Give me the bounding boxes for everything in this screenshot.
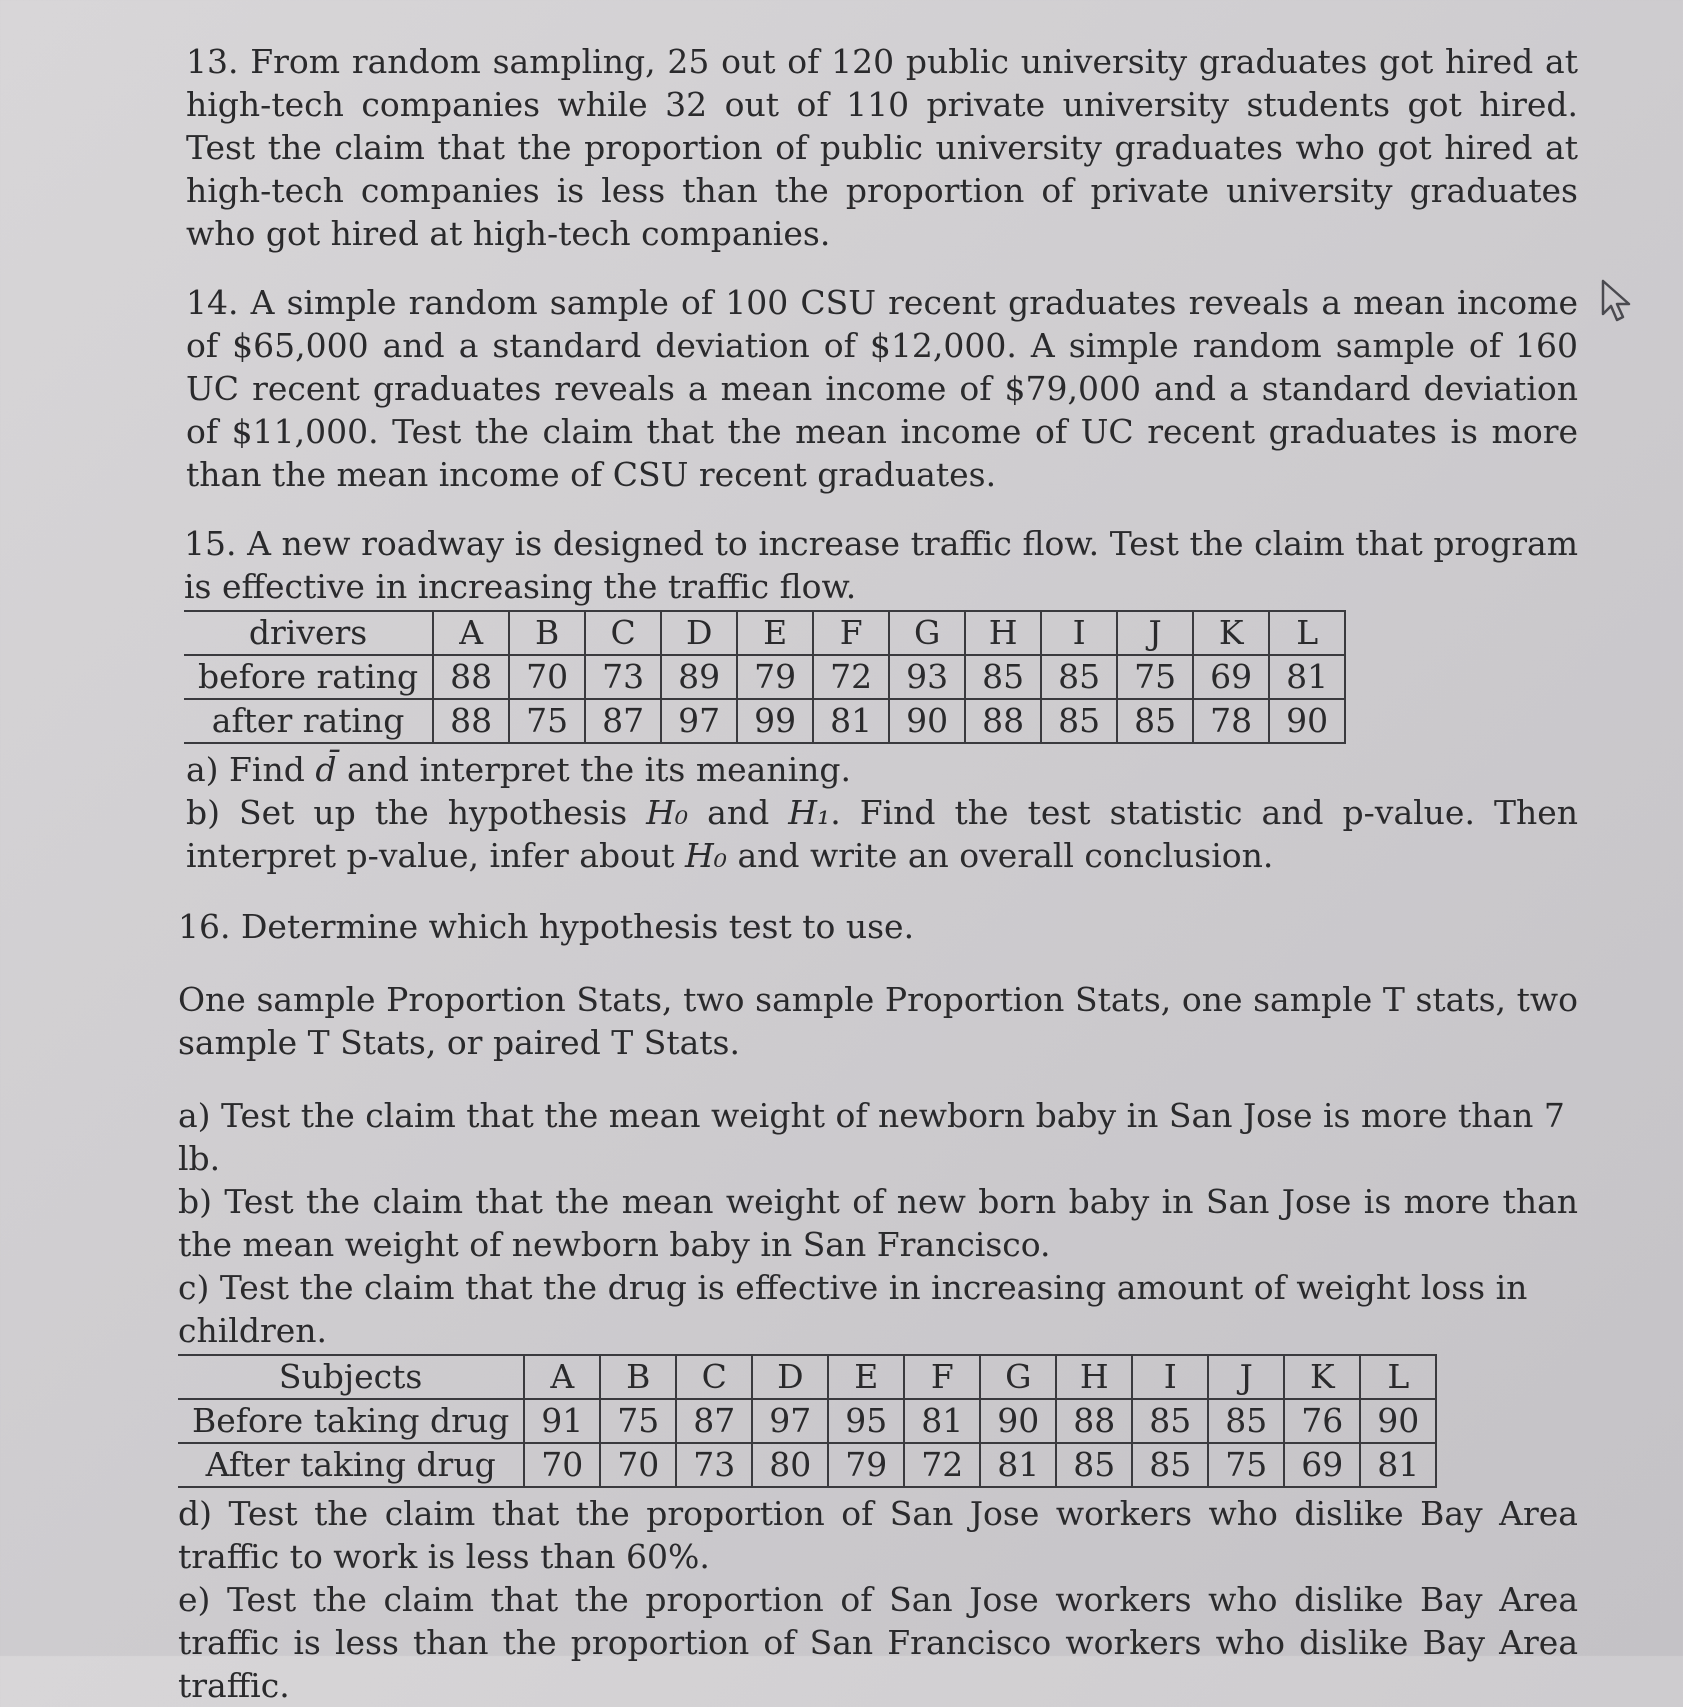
table-cell: 85 xyxy=(1208,1399,1284,1443)
h1-symbol: H₁ xyxy=(788,793,831,832)
table-cell: 90 xyxy=(889,699,965,743)
table-cell: A xyxy=(524,1355,600,1399)
problem-16-title: 16. Determine which hypothesis test to use. xyxy=(178,907,915,946)
table-cell: L xyxy=(1269,611,1345,655)
table-cell: 85 xyxy=(1056,1443,1132,1487)
table-cell: J xyxy=(1208,1355,1284,1399)
table-cell: C xyxy=(585,611,661,655)
part-a-prefix: a) Find xyxy=(186,750,316,789)
problem-16-parts xyxy=(178,1094,1578,1352)
h0-symbol-2: H₀ xyxy=(684,836,727,875)
table-cell: 70 xyxy=(600,1443,676,1487)
row-label-cell: before rating xyxy=(184,655,433,699)
table-cell: E xyxy=(737,611,813,655)
table-cell: 88 xyxy=(433,655,509,699)
problem-16-part-e: e) Test the claim that the proportion of San Jose workers who dislike Bay Area traffic is less than the proportion of San Francisco workers who dislike Bay Area traffic. xyxy=(178,1580,1578,1705)
d-bar-symbol: d̄ xyxy=(315,750,337,789)
table-cell: H xyxy=(1056,1355,1132,1399)
traffic-rating-table xyxy=(184,610,1346,744)
row-label-cell: After taking drug xyxy=(178,1443,524,1487)
row-label-cell: drivers xyxy=(184,611,433,655)
table-cell: 90 xyxy=(1269,699,1345,743)
table-cell: H xyxy=(965,611,1041,655)
document-page xyxy=(178,40,1578,1707)
table-cell: 75 xyxy=(1208,1443,1284,1487)
part-a-suffix: and interpret the its meaning. xyxy=(336,750,852,789)
table-cell: B xyxy=(600,1355,676,1399)
row-label-cell: Subjects xyxy=(178,1355,524,1399)
table-cell: 72 xyxy=(813,655,889,699)
table-cell: 85 xyxy=(1132,1399,1208,1443)
table-cell: L xyxy=(1360,1355,1436,1399)
table-cell: A xyxy=(433,611,509,655)
problem-16 xyxy=(178,905,1578,1707)
table-cell: 90 xyxy=(1360,1399,1436,1443)
problem-15-text: 15. A new roadway is designed to increase traffic flow. Test the claim that program is effective in increasing the traffic flow. xyxy=(184,524,1578,606)
mouse-cursor-icon xyxy=(1600,278,1634,324)
problem-15 xyxy=(184,522,1578,877)
table-cell: 97 xyxy=(752,1399,828,1443)
table-row xyxy=(184,699,1345,743)
problem-13: 13. From random sampling, 25 out of 120 public university graduates got hired at high-tech companies while 32 out of 110 private university students got hired. Test the claim that the proportion of public university graduates who got hired at high-tech companies is less than the proportion of private university graduates who got hired at high-tech companies. xyxy=(186,42,1578,253)
table-cell: 85 xyxy=(1117,699,1193,743)
table-cell: 88 xyxy=(1056,1399,1132,1443)
table-cell: 99 xyxy=(737,699,813,743)
table-cell: F xyxy=(904,1355,980,1399)
table-row xyxy=(178,1443,1436,1487)
table-cell: G xyxy=(980,1355,1056,1399)
table-cell: 79 xyxy=(828,1443,904,1487)
table-cell: 81 xyxy=(1269,655,1345,699)
problem-16-part-a: a) Test the claim that the mean weight of newborn baby in San Jose is more than 7 lb. xyxy=(178,1096,1565,1178)
table-cell: 85 xyxy=(1132,1443,1208,1487)
table-cell: K xyxy=(1284,1355,1360,1399)
table-cell: 81 xyxy=(1360,1443,1436,1487)
table-cell: 87 xyxy=(585,699,661,743)
table-cell: 79 xyxy=(737,655,813,699)
table-cell: 75 xyxy=(1117,655,1193,699)
table-cell: 75 xyxy=(509,699,585,743)
problem-16-part-b: b) Test the claim that the mean weight of new born baby in San Jose is more than the mean weight of newborn baby in San Francisco. xyxy=(178,1182,1578,1264)
problem-16-parts-2 xyxy=(178,1492,1578,1707)
row-label-cell: after rating xyxy=(184,699,433,743)
table-cell: I xyxy=(1132,1355,1208,1399)
table-cell: 88 xyxy=(965,699,1041,743)
table-cell: 85 xyxy=(1041,655,1117,699)
table-cell: 81 xyxy=(980,1443,1056,1487)
row-label-cell: Before taking drug xyxy=(178,1399,524,1443)
table-cell: 81 xyxy=(813,699,889,743)
part-b-text-4: and write an overall conclusion. xyxy=(726,836,1274,875)
problem-16-part-c: c) Test the claim that the drug is effective in increasing amount of weight loss in children. xyxy=(178,1268,1528,1350)
table-cell: B xyxy=(509,611,585,655)
table-cell: G xyxy=(889,611,965,655)
table-cell: 73 xyxy=(585,655,661,699)
table-cell: 70 xyxy=(524,1443,600,1487)
table-header-row xyxy=(178,1355,1436,1399)
table-cell: D xyxy=(661,611,737,655)
table-cell: E xyxy=(828,1355,904,1399)
part-b-text-2: and xyxy=(688,793,789,832)
table-cell: 73 xyxy=(676,1443,752,1487)
table-cell: 76 xyxy=(1284,1399,1360,1443)
table-cell: I xyxy=(1041,611,1117,655)
table-cell: 85 xyxy=(965,655,1041,699)
table-cell: 70 xyxy=(509,655,585,699)
table-cell: 88 xyxy=(433,699,509,743)
table-cell: 93 xyxy=(889,655,965,699)
problem-15-part-a xyxy=(186,748,1578,791)
problem-16-options: One sample Proportion Stats, two sample Proportion Stats, one sample T stats, two sample T Stats, or paired T Stats. xyxy=(178,980,1578,1062)
problem-15-parts xyxy=(186,748,1578,877)
table-cell: D xyxy=(752,1355,828,1399)
table-cell: K xyxy=(1193,611,1269,655)
table-cell: 75 xyxy=(600,1399,676,1443)
table-cell: 81 xyxy=(904,1399,980,1443)
table-cell: 89 xyxy=(661,655,737,699)
table-cell: 91 xyxy=(524,1399,600,1443)
table-cell: 85 xyxy=(1041,699,1117,743)
table-cell: 97 xyxy=(661,699,737,743)
table-cell: 87 xyxy=(676,1399,752,1443)
h0-symbol: H₀ xyxy=(646,793,689,832)
table-cell: C xyxy=(676,1355,752,1399)
part-b-text-3: . Find the test statistic and p-value. Then interpret p-value, infer about xyxy=(186,793,1578,875)
table-cell: 69 xyxy=(1284,1443,1360,1487)
problem-14: 14. A simple random sample of 100 CSU recent graduates reveals a mean income of $65,000 and a standard deviation of $12,000. A simple random sample of 160 UC recent graduates reveals a mean income of $79,000 and a standard deviation of $11,000. Test the claim that the mean income of UC recent graduates is more than the mean income of CSU recent graduates. xyxy=(186,283,1578,494)
table-cell: 95 xyxy=(828,1399,904,1443)
problem-16-part-d: d) Test the claim that the proportion of San Jose workers who dislike Bay Area traffic to work is less than 60%. xyxy=(178,1494,1578,1576)
table-cell: 78 xyxy=(1193,699,1269,743)
table-cell: 90 xyxy=(980,1399,1056,1443)
table-cell: 72 xyxy=(904,1443,980,1487)
table-cell: 69 xyxy=(1193,655,1269,699)
table-cell: J xyxy=(1117,611,1193,655)
table-cell: F xyxy=(813,611,889,655)
table-row xyxy=(178,1399,1436,1443)
drug-weight-table xyxy=(178,1354,1437,1488)
problem-15-part-b xyxy=(186,791,1578,877)
table-row xyxy=(184,655,1345,699)
table-header-row xyxy=(184,611,1345,655)
table-cell: 80 xyxy=(752,1443,828,1487)
part-b-text-1: b) Set up the hypothesis xyxy=(186,793,647,832)
